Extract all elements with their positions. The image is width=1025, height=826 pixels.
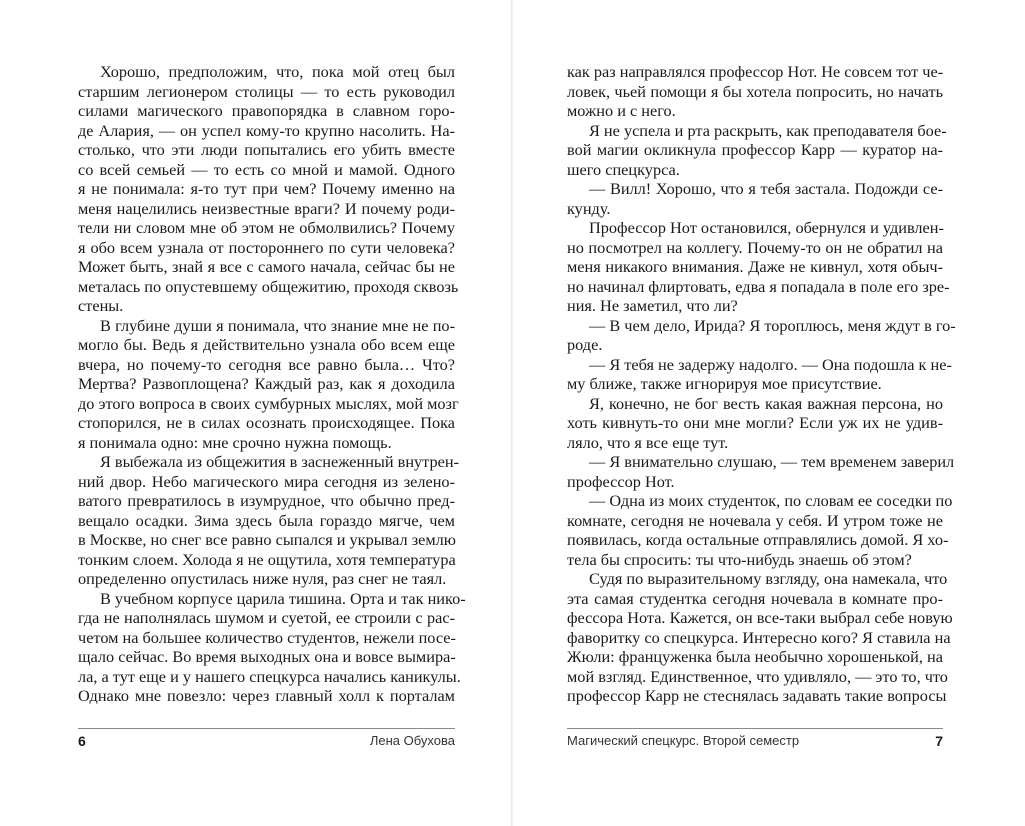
text-line: роде. bbox=[567, 335, 603, 354]
text-line: можно и с него. bbox=[567, 101, 676, 120]
text-line: Я, конечно, не бог весть какая важная персона, но bbox=[589, 393, 943, 413]
text-line: ловек, чьей помощи я бы хотела попросить, но начать bbox=[567, 81, 943, 101]
text-line: но посмотрел на коллегу. Почему-то он не обратил на bbox=[567, 237, 943, 257]
text-line: меня нацелились неизвестные враги? И почему роди- bbox=[78, 198, 455, 218]
left-page-text bbox=[78, 62, 466, 706]
text-line: мой взгляд. Единственное, что удивляло, — это то, что bbox=[567, 666, 948, 686]
text-line: Мертва? Развоплощена? Каждый раз, как я доходила bbox=[78, 374, 455, 393]
text-line: со всей семьей — то есть со мной и мамой. Одного bbox=[78, 159, 455, 179]
text-line: я понимала одно: мне срочно нужна помощь. bbox=[78, 432, 392, 452]
text-line: могло бы. Ведь я действительно узнала обо всем еще bbox=[78, 335, 455, 354]
text-line: профессор Карр не стеснялась задавать такие вопросы bbox=[567, 686, 947, 705]
text-line: в Москве, но снег все равно сыпался и укрывал землю bbox=[78, 530, 456, 549]
text-line: — Я тебя не задержу надолго. — Она подошла к не- bbox=[589, 354, 952, 374]
text-line: тонким слоем. Холода я не ощутила, хотя температура bbox=[78, 549, 456, 569]
text-line: профессор Нот. bbox=[567, 471, 675, 491]
text-line: силами магического правопорядка в славном горо- bbox=[78, 101, 455, 120]
text-line: — Вилл! Хорошо, что я тебя застала. Подожди се- bbox=[589, 179, 943, 198]
text-line: Однако мне повезло: через главный холл к порталам bbox=[78, 686, 455, 705]
text-line: тела бы спросить: ты что-нибудь знаешь об этом? bbox=[567, 549, 912, 569]
text-line: де Алария, — он успел кому-то крупно насолить. На- bbox=[78, 120, 455, 140]
text-line: как раз направлялся профессор Нот. Не совсем тот че- bbox=[567, 62, 944, 81]
right-page-text bbox=[567, 62, 956, 706]
text-line: ляло, что я все еще тут. bbox=[567, 432, 729, 452]
text-line: — Одна из моих студенток, по словам ее соседки по bbox=[589, 491, 953, 510]
text-line: комнате, сегодня не ночевала у себя. И утром тоже не bbox=[567, 510, 943, 530]
footer-rule bbox=[78, 728, 455, 729]
text-line: ла, а тут еще и у нашего спецкурса начались каникулы. bbox=[78, 666, 461, 686]
text-line: я обо всем узнала от постороннего по сути человека? bbox=[78, 237, 455, 257]
text-line: гда не наполнялась шумом и суетой, ее строили с рас- bbox=[78, 608, 455, 627]
footer-rule bbox=[567, 728, 943, 729]
text-line: стены. bbox=[78, 296, 124, 315]
text-line: стопорился, не в силах осознать происходящее. Пока bbox=[78, 413, 455, 432]
text-line: вещало осадки. Зима здесь была гораздо мягче, чем bbox=[78, 510, 455, 530]
right-page bbox=[513, 0, 1025, 826]
text-line: столько, что эти люди попытались его убить вместе bbox=[78, 140, 455, 159]
text-line: фаворитку со спецкурса. Интересно кого? Я ставила на bbox=[567, 627, 951, 647]
text-line: четом на большее количество студентов, нежели посе- bbox=[78, 627, 456, 647]
text-line: Я выбежала из общежития в заснеженный внутрен- bbox=[100, 452, 459, 471]
text-line: — Я внимательно слушаю, — тем временем заверил bbox=[589, 452, 955, 471]
text-line: меня никакого внимания. Даже не кивнул, хотя обыч- bbox=[567, 257, 943, 276]
text-line: тели ни словом мне об этом не обмолвились? Почему bbox=[78, 218, 455, 237]
page-number: 6 bbox=[78, 733, 86, 749]
text-line: старшим легионером столицы — то есть руководил bbox=[78, 81, 455, 101]
text-line: Судя по выразительному взгляду, она намекала, что bbox=[589, 569, 948, 588]
text-line: до этого вопроса в своих сумбурных мыслях, мой мозг bbox=[78, 393, 459, 413]
text-line: фессора Нота. Кажется, он все-таки выбрал себе новую bbox=[567, 608, 953, 627]
left-page bbox=[0, 0, 512, 826]
text-line: но начинал флиртовать, едва я попадала в поле его зре- bbox=[567, 276, 950, 296]
text-line: металась по опустевшему общежитию, проходя сквозь bbox=[78, 276, 459, 296]
text-line: кунду. bbox=[567, 198, 611, 218]
text-line: В учебном корпусе царила тишина. Орта и так нико- bbox=[100, 588, 466, 608]
text-line: ватого превратилось в изумрудное, что обычно пред- bbox=[78, 491, 455, 510]
page-number: 7 bbox=[935, 733, 943, 749]
text-line: Может быть, знай я все с самого начала, сейчас бы не bbox=[78, 257, 455, 276]
running-footer-title: Магический спецкурс. Второй семестр bbox=[567, 733, 800, 748]
text-line: шего спецкурса. bbox=[567, 159, 680, 179]
text-line: Жюли: француженка была необычно хорошенькой, на bbox=[567, 647, 943, 666]
text-line: — В чем дело, Ирида? Я тороплюсь, меня ждут в го- bbox=[589, 315, 956, 335]
text-line: Профессор Нот остановился, обернулся и удивлен- bbox=[589, 218, 944, 237]
text-line: я не понимала: я-то тут при чем? Почему именно на bbox=[78, 179, 455, 198]
text-line: появилась, когда остальные отправлялись домой. Я хо- bbox=[567, 530, 949, 549]
text-line: эта самая студентка сегодня ночевала в комнате про- bbox=[567, 588, 943, 608]
text-line: щало сейчас. Во время выходных она и вовсе вымира- bbox=[78, 647, 456, 666]
running-footer-author: Лена Обухова bbox=[369, 733, 455, 748]
text-line: ний двор. Небо магического мира сегодня из зелено- bbox=[78, 471, 455, 491]
text-line: хоть кивнуть-то они мне могли? Если уж их не удив- bbox=[567, 413, 943, 432]
text-line: вой магии окликнула профессор Карр — куратор на- bbox=[567, 140, 943, 159]
text-line: ния. Не заметил, что ли? bbox=[567, 296, 738, 315]
text-line: определенно опустилась ниже нуля, раз снег не таял. bbox=[78, 569, 447, 588]
text-line: вчера, но почему-то сегодня все равно была… Что? bbox=[78, 354, 455, 374]
text-line: В глубине души я понимала, что знание мне не по- bbox=[100, 315, 455, 335]
text-line: му ближе, также игнорируя мое присутствие. bbox=[567, 374, 882, 393]
text-line: Хорошо, предположим, что, пока мой отец был bbox=[100, 62, 455, 81]
text-line: Я не успела и рта раскрыть, как преподавателя бое- bbox=[589, 120, 947, 140]
